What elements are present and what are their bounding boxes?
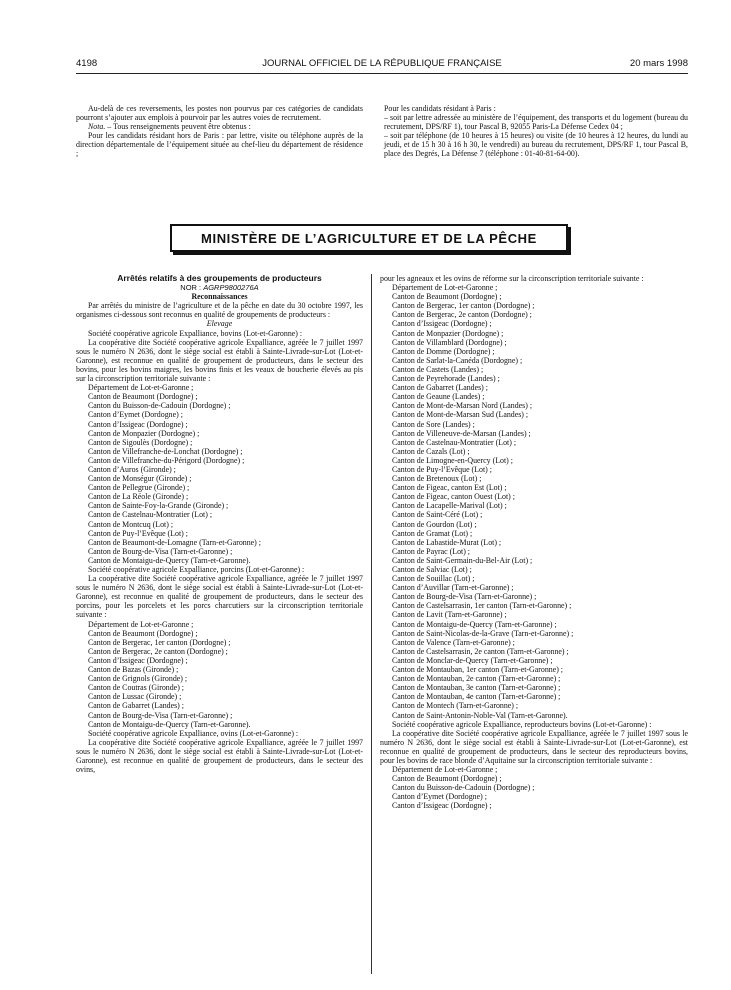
society-text: La coopérative dite Société coopérative agricole Expalliance, agréée le 7 juillet 1997 sous le numéro N 2636, dont le siège social est établi à Sainte-Livrade-sur-Lot (Lot-et-Garonne), est reconnue en qualité de groupement de producteurs, dans le secteur des ovins, xyxy=(76,737,363,775)
society-title: Société coopérative agricole Expalliance, reproducteurs bovins (Lot-et-Garonne) : xyxy=(392,719,652,729)
list-item: Canton de Saint-Céré (Lot) ; xyxy=(392,510,483,520)
bullet-paragraph: – soit par téléphone (de 10 heures à 15 heures) ou visite (de 10 heures à 12 heures, du lundi au jeudi, et de 15 h 30 à 16 h 30, le vendredi) au bureau du recrutement, DPS/RF 1, tour Pascal B, place des Degrés, La Défense 7 (téléphone : 01-40-81-64-00). xyxy=(384,131,688,159)
list-item: Canton de Grignols (Gironde) ; xyxy=(88,674,188,684)
list-item: Canton d’Eymet (Dordogne) ; xyxy=(88,410,183,420)
list-item: Canton de Beaumont (Dordogne) ; xyxy=(392,774,502,784)
section-title: Arrêtés relatifs à des groupements de producteurs xyxy=(117,273,322,283)
list-item: Canton de Bazas (Gironde) ; xyxy=(88,665,179,675)
list-item: Canton d’Auros (Gironde) ; xyxy=(88,464,176,474)
society-text: La coopérative dite Société coopérative agricole Expalliance, agréée le 7 juillet 1997 sous le numéro N 2636, dont le siège social est établi à Sainte-Livrade-sur-Lot (Lot-et-Garonne), est reconnue en qualité de groupement de producteurs, dans le secteur des porcins, pour les porcelets et les porcs charcutiers sur la circonscription territoriale suivante : xyxy=(76,574,363,620)
list-item: Canton de Gramat (Lot) ; xyxy=(392,528,473,538)
category-heading: Elevage xyxy=(206,319,233,329)
paragraph: Au-delà de ces reversements, les postes non pourvus par ces catégories de candidats pourront s’ajouter aux emplois à pourvoir par les autres voies de recrutement. xyxy=(76,104,363,123)
list-item: Canton de Montaigu-de-Quercy (Tarn-et-Garonne). xyxy=(88,555,251,565)
list-item: Canton de Figeac, canton Est (Lot) ; xyxy=(392,483,507,493)
list-item: Canton de Bergerac, 1er canton (Dordogne) ; xyxy=(392,301,535,311)
list-item: Canton de Bourg-de-Visa (Tarn-et-Garonne) ; xyxy=(392,592,537,602)
page-header xyxy=(76,58,688,72)
list-item: Canton d’Issigeac (Dordogne) ; xyxy=(88,419,188,429)
society-text: La coopérative dite Société coopérative agricole Expalliance, agréée le 7 juillet 1997 sous le numéro N 2636, dont le siège social est établi à Sainte-Livrade-sur-Lot (Lot-et-Garonne), est reconnue en qualité de groupement de producteurs, dans le secteur des bovins, pour les bovins maigres, les bovins finis et les veaux de boucherie élevés au pis sur la circonscription territoriale suivante : xyxy=(76,337,363,384)
list-item: Canton de Gabarret (Landes) ; xyxy=(88,701,184,711)
intro-paragraph: Par arrêtés du ministre de l’agriculture et de la pêche en date du 30 octobre 1997, les organismes ci-dessous sont reconnus en qualité de groupements de producteurs : xyxy=(76,301,363,320)
list-item: Canton de Mont-de-Marsan Nord (Landes) ; xyxy=(392,401,533,411)
top-right-column xyxy=(384,104,688,159)
canton-list-ovins xyxy=(380,283,688,720)
list-item: Canton de Valence (Tarn-et-Garonne) ; xyxy=(392,637,515,647)
list-item: Canton de Beaumont-de-Lomagne (Tarn-et-Garonne) ; xyxy=(88,537,261,547)
list-item: Canton de Limogne-en-Quercy (Lot) ; xyxy=(392,455,513,465)
list-item: Canton de Peyrehorade (Landes) ; xyxy=(392,374,500,384)
subsection-title: Reconnaissances xyxy=(191,292,248,302)
list-item: Canton de Geaune (Landes) ; xyxy=(392,392,485,402)
list-item: Canton de Montaigu-de-Quercy (Tarn-et-Garonne). xyxy=(88,719,251,729)
list-item: Canton du Buisson-de-Cadouin (Dordogne) ; xyxy=(392,783,535,793)
list-item: Canton de Bergerac, 2e canton (Dordogne) ; xyxy=(392,310,532,320)
list-item: Canton de Castelnau-Montratier (Lot) ; xyxy=(392,437,517,447)
list-item: Canton de Labastide-Murat (Lot) ; xyxy=(392,537,502,547)
column-divider xyxy=(371,274,372,974)
list-item: Canton de Villefranche-du-Périgord (Dordogne) ; xyxy=(88,455,245,465)
top-left-column xyxy=(76,104,363,159)
list-item: Canton d’Issigeac (Dordogne) ; xyxy=(392,801,492,811)
list-item: Canton de Monpazier (Dordogne) ; xyxy=(392,328,504,338)
list-item: Canton de Saint-Antonin-Noble-Val (Tarn-et-Garonne). xyxy=(392,710,568,720)
list-item: Canton de Beaumont (Dordogne) ; xyxy=(88,628,198,638)
list-item: Canton de Beaumont (Dordogne) ; xyxy=(392,292,502,302)
header-rule xyxy=(76,73,688,74)
list-item: Canton de Montech (Tarn-et-Garonne) ; xyxy=(392,701,519,711)
list-item: Canton de Castelsarrasin, 1er canton (Tarn-et-Garonne) ; xyxy=(392,601,572,611)
page-number: 4198 xyxy=(76,58,98,69)
society-title: Société coopérative agricole Expalliance, bovins (Lot-et-Garonne) : xyxy=(88,328,303,338)
ministry-banner: MINISTÈRE DE L’AGRICULTURE ET DE LA PÊCHE xyxy=(170,224,568,252)
list-item: Canton de Cazals (Lot) ; xyxy=(392,446,470,456)
list-item: Canton de Montauban, 1er canton (Tarn-et-Garonne) ; xyxy=(392,665,564,675)
list-item: Département de Lot-et-Garonne ; xyxy=(88,619,194,629)
list-item: Canton de Bourg-de-Visa (Tarn-et-Garonne) ; xyxy=(88,546,233,556)
list-item: Canton de Lavit (Tarn-et-Garonne) ; xyxy=(392,610,507,620)
society-text: La coopérative dite Société coopérative agricole Expalliance, agréée le 7 juillet 1997 sous le numéro N 2636, dont le siège social est établi à Sainte-Livrade-sur-Lot (Lot-et-Garonne), est reconnue en qualité de groupement de producteurs, dans le secteur des reproducteurs bovins, pour les bovins de race blonde d’Aquitaine sur la circonscription territoriale suivante : xyxy=(380,728,688,765)
list-item: Canton de Saint-Germain-du-Bel-Air (Lot) ; xyxy=(392,555,533,565)
list-item: Canton de Castelnau-Montratier (Lot) ; xyxy=(88,510,213,520)
list-item: Canton de Villamblard (Dordogne) ; xyxy=(392,337,507,347)
list-item: Canton de Saint-Nicolas-de-la-Grave (Tarn-et-Garonne) ; xyxy=(392,628,574,638)
list-item: Canton de Montaigu-de-Quercy (Tarn-et-Garonne) ; xyxy=(392,619,557,629)
list-item: Département de Lot-et-Garonne ; xyxy=(88,383,194,393)
list-item: Canton de Lussac (Gironde) ; xyxy=(88,692,182,702)
nor-label: NOR : xyxy=(180,283,204,293)
list-item: Canton de Puy-l’Evêque (Lot) ; xyxy=(392,464,492,474)
list-item: Canton du Buisson-de-Cadouin (Dordogne) ; xyxy=(88,401,231,411)
canton-list-reproducteurs xyxy=(380,765,688,810)
nor-reference xyxy=(76,283,363,292)
list-item: Canton de Sore (Landes) ; xyxy=(392,419,475,429)
list-item: Canton d’Issigeac (Dordogne) ; xyxy=(392,319,492,329)
journal-title: JOURNAL OFFICIEL DE LA RÉPUBLIQUE FRANÇAISE xyxy=(262,58,502,69)
list-item: Canton de Mont-de-Marsan Sud (Landes) ; xyxy=(392,410,529,420)
list-item: Canton de Sigoulès (Dordogne) ; xyxy=(88,437,193,447)
list-item: Département de Lot-et-Garonne ; xyxy=(392,765,498,775)
list-item: Canton de Pellegrue (Gironde) ; xyxy=(88,483,190,493)
list-item: Canton de Castelsarrasin, 2e canton (Tarn-et-Garonne) ; xyxy=(392,646,569,656)
list-item: Canton de Souillac (Lot) ; xyxy=(392,574,475,584)
canton-list-bovins xyxy=(76,383,363,565)
nota-text: – Tous renseignements peuvent être obtenus : xyxy=(105,122,251,132)
list-item: Canton d’Issigeac (Dordogne) ; xyxy=(88,655,188,665)
list-item: Canton de Gabarret (Landes) ; xyxy=(392,383,488,393)
list-item: Canton de Monclar-de-Quercy (Tarn-et-Garonne) ; xyxy=(392,655,553,665)
list-item: Canton de Domme (Dordogne) ; xyxy=(392,346,495,356)
list-item: Canton de Figeac, canton Ouest (Lot) ; xyxy=(392,492,515,502)
list-item: Canton de Payrac (Lot) ; xyxy=(392,546,471,556)
paragraph: Pour les candidats résidant à Paris : xyxy=(384,104,496,113)
list-item: Canton de Monpazier (Dordogne) ; xyxy=(88,428,200,438)
list-item: Canton de Montauban, 4e canton (Tarn-et-Garonne) ; xyxy=(392,692,561,702)
list-item: Canton de Coutras (Gironde) ; xyxy=(88,683,184,693)
right-column xyxy=(380,274,688,811)
list-item: Canton de Bretenoux (Lot) ; xyxy=(392,474,482,484)
continued-text: pour les agneaux et les ovins de réforme sur la circonscription territoriale suivante : xyxy=(380,274,644,283)
society-title: Société coopérative agricole Expalliance, porcins (Lot-et-Garonne) : xyxy=(88,565,305,574)
list-item: Canton d’Auvillar (Tarn-et-Garonne) ; xyxy=(392,583,514,593)
list-item: Canton de Monségur (Gironde) ; xyxy=(88,474,192,484)
list-item: Canton de Montcuq (Lot) ; xyxy=(88,519,174,529)
list-item: Canton de Beaumont (Dordogne) ; xyxy=(88,392,198,402)
list-item: Canton de Villeneuve-de-Marsan (Landes) ; xyxy=(392,428,531,438)
issue-date: 20 mars 1998 xyxy=(629,58,688,69)
nor-code: AGRP9800276A xyxy=(203,283,259,293)
list-item: Canton de Bergerac, 1er canton (Dordogne) ; xyxy=(88,637,231,647)
society-title: Société coopérative agricole Expalliance, ovins (Lot-et-Garonne) : xyxy=(88,728,299,738)
list-item: Canton de Gourdon (Lot) ; xyxy=(392,519,477,529)
list-item: Canton de Montauban, 2e canton (Tarn-et-Garonne) ; xyxy=(392,674,561,684)
list-item: Canton d’Eymet (Dordogne) ; xyxy=(392,792,487,802)
nota-label: Nota. xyxy=(88,122,106,132)
list-item: Canton de Bourg-de-Visa (Tarn-et-Garonne) ; xyxy=(88,710,233,720)
paragraph: Pour les candidats résidant hors de Paris : par lettre, visite ou téléphone auprès de la direction départementale de l’équipement située au chef-lieu du département de résidence ; xyxy=(76,131,363,159)
list-item: Canton de Sarlat-la-Canéda (Dordogne) ; xyxy=(392,355,523,365)
list-item: Canton de Sainte-Foy-la-Grande (Gironde) ; xyxy=(88,501,229,511)
list-item: Canton de Puy-l’Evêque (Lot) ; xyxy=(88,528,188,538)
canton-list-porcins xyxy=(76,620,363,729)
nota-paragraph xyxy=(76,122,363,131)
left-column xyxy=(76,274,363,774)
list-item: Canton de Bergerac, 2e canton (Dordogne) ; xyxy=(88,646,228,656)
list-item: Canton de La Réole (Gironde) ; xyxy=(88,492,189,502)
list-item: Canton de Montauban, 3e canton (Tarn-et-Garonne) ; xyxy=(392,683,561,693)
list-item: Canton de Castets (Landes) ; xyxy=(392,364,484,374)
list-item: Département de Lot-et-Garonne ; xyxy=(392,283,498,293)
list-item: Canton de Villefranche-de-Lonchat (Dordogne) ; xyxy=(88,446,243,456)
list-item: Canton de Salviac (Lot) ; xyxy=(392,565,472,574)
bullet-paragraph: – soit par lettre adressée au ministère de l’équipement, des transports et du logement (bureau du recrutement, DPS/RF 1), tour Pascal B, 92055 Paris-La Défense Cedex 04 ; xyxy=(384,113,688,132)
list-item: Canton de Lacapelle-Marival (Lot) ; xyxy=(392,501,507,511)
